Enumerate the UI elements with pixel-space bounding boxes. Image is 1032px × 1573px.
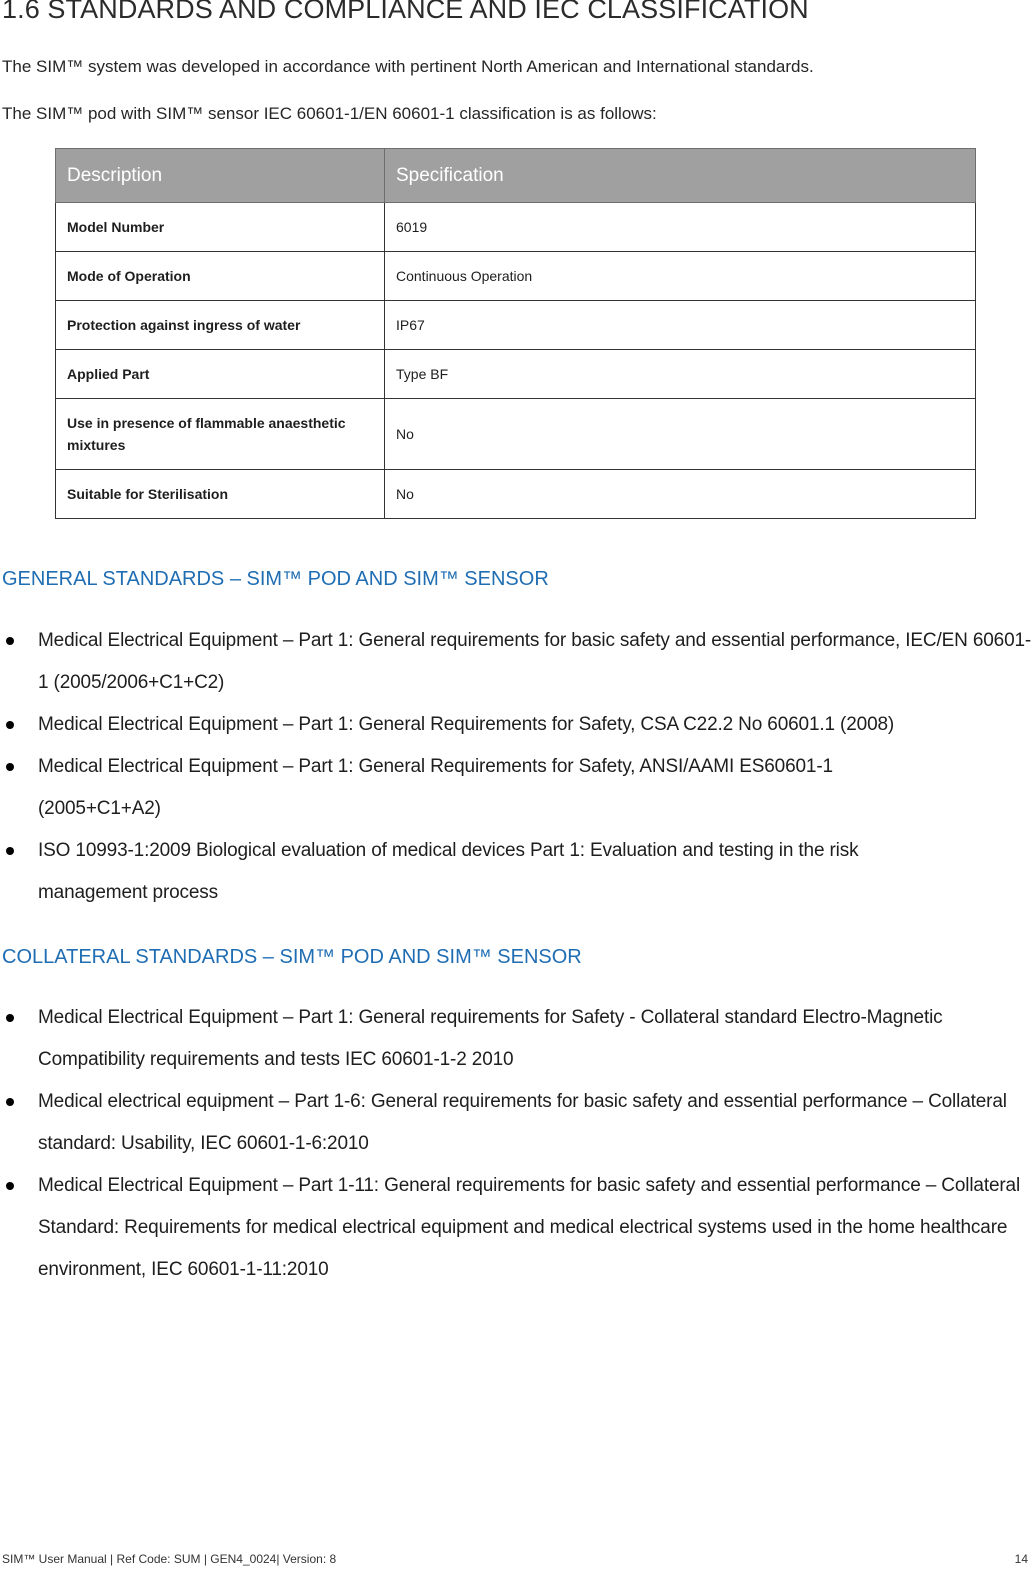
row-value: Continuous Operation bbox=[385, 252, 976, 301]
collateral-standards-heading: COLLATERAL STANDARDS – SIM™ POD AND SIM™ SENSOR bbox=[2, 946, 582, 968]
bullet-icon bbox=[6, 763, 14, 771]
list-item-text: Medical Electrical Equipment – Part 1-11: General requirements for basic safety and essential performance – Collateral Standard: Requirements for medical electrical equipment and medical electrical systems used in the home healthcare environment, IEC 60601-1-11:2010 bbox=[38, 1175, 1021, 1280]
list-item bbox=[0, 1081, 1032, 1165]
intro-paragraph: The SIM™ system was developed in accordance with pertinent North American and International standards. bbox=[2, 57, 814, 76]
table-row bbox=[56, 399, 976, 470]
row-value: 6019 bbox=[385, 203, 976, 252]
general-standards-list bbox=[0, 620, 1032, 914]
bullet-icon bbox=[6, 1014, 14, 1022]
row-label: Mode of Operation bbox=[56, 252, 385, 301]
bullet-icon bbox=[6, 721, 14, 729]
table-row bbox=[56, 203, 976, 252]
list-item bbox=[0, 620, 1032, 704]
list-item-text: Medical Electrical Equipment – Part 1: General requirements for Safety - Collateral standard Electro-Magnetic Compatibility requirements and tests IEC 60601-1-2 2010 bbox=[38, 1007, 943, 1070]
classification-table bbox=[55, 148, 976, 519]
column-header-specification: Specification bbox=[385, 149, 976, 203]
table-header-row bbox=[56, 149, 976, 203]
row-label: Applied Part bbox=[56, 350, 385, 399]
collateral-standards-list bbox=[0, 997, 1032, 1291]
bullet-icon bbox=[6, 1182, 14, 1190]
row-value: No bbox=[385, 470, 976, 519]
list-item bbox=[0, 997, 1032, 1081]
bullet-icon bbox=[6, 847, 14, 855]
row-label: Model Number bbox=[56, 203, 385, 252]
row-value: Type BF bbox=[385, 350, 976, 399]
list-item bbox=[0, 1165, 1032, 1291]
page-title: 1.6 STANDARDS AND COMPLIANCE AND IEC CLASSIFICATION bbox=[2, 0, 809, 24]
row-label: Suitable for Sterilisation bbox=[56, 470, 385, 519]
list-item bbox=[0, 830, 1032, 914]
bullet-icon bbox=[6, 637, 14, 645]
bullet-icon bbox=[6, 1098, 14, 1106]
table-row bbox=[56, 470, 976, 519]
footer-reference: SIM™ User Manual | Ref Code: SUM | GEN4_0024| Version: 8 bbox=[2, 1552, 337, 1566]
table-row bbox=[56, 301, 976, 350]
table-row bbox=[56, 252, 976, 301]
row-value: No bbox=[385, 399, 976, 470]
row-label: Use in presence of flammable anaesthetic mixtures bbox=[56, 399, 385, 470]
general-standards-heading: GENERAL STANDARDS – SIM™ POD AND SIM™ SENSOR bbox=[2, 568, 549, 590]
list-item-text: Medical Electrical Equipment – Part 1: General requirements for basic safety and essential performance, IEC/EN 60601-1 (2005/2006+C1+C2) bbox=[38, 630, 1032, 693]
intro-paragraph: The SIM™ pod with SIM™ sensor IEC 60601-1/EN 60601-1 classification is as follows: bbox=[2, 104, 657, 123]
page-number: 14 bbox=[1014, 1552, 1028, 1566]
row-value: IP67 bbox=[385, 301, 976, 350]
row-label: Protection against ingress of water bbox=[56, 301, 385, 350]
list-item-text: ISO 10993-1:2009 Biological evaluation of medical devices Part 1: Evaluation and testing in the risk management process bbox=[38, 840, 859, 903]
table-row bbox=[56, 350, 976, 399]
list-item bbox=[0, 704, 1032, 746]
column-header-description: Description bbox=[56, 149, 385, 203]
list-item bbox=[0, 746, 1032, 830]
list-item-text: Medical Electrical Equipment – Part 1: General Requirements for Safety, CSA C22.2 No 60601.1 (2008) bbox=[38, 714, 895, 735]
list-item-text: Medical Electrical Equipment – Part 1: General Requirements for Safety, ANSI/AAMI ES60601-1 (2005+C1+A2) bbox=[38, 756, 833, 819]
list-item-text: Medical electrical equipment – Part 1-6: General requirements for basic safety and essential performance – Collateral standard: Usability, IEC 60601-1-6:2010 bbox=[38, 1091, 1007, 1154]
